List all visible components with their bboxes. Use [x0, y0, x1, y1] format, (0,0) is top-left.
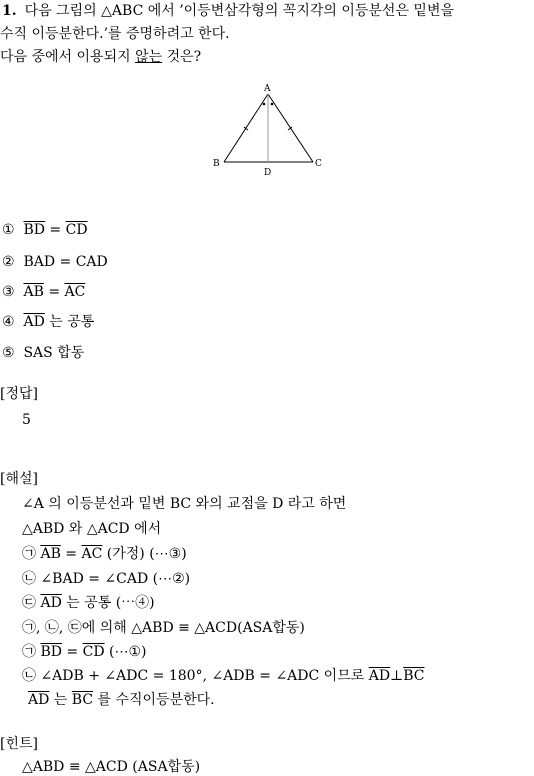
explanation-line-1: ∠A 의 이등분선과 밑변 BC 와의 교점을 D 라고 하면 [22, 496, 347, 512]
question-line-3 [0, 48, 201, 66]
segment-ad: $\overline{AD}$ [28, 692, 50, 708]
perpendicular-symbol: ⊥ [390, 668, 404, 684]
triangle-figure [205, 80, 335, 180]
question-emphasis: 않는 [135, 49, 163, 65]
question-line-1 [2, 2, 454, 20]
explanation-line-4: ㉡ ∠BAD = ∠CAD (⋯②) [22, 571, 191, 587]
answer-value: 5 [22, 412, 31, 428]
answer-heading: [정답] [0, 386, 38, 402]
circle-mark-giyeok: ㉠ [22, 546, 36, 562]
explanation-line-9-mid: 는 [49, 692, 72, 708]
question-number: 1. [2, 3, 17, 19]
explanation-line-9-tail: 를 수직이등분한다. [93, 692, 215, 708]
question-text-3-post: 것은? [162, 49, 202, 65]
option-2-number: ② [2, 254, 15, 270]
segment-bd: $\overline{BD}$ [23, 222, 45, 238]
option-1[interactable] [2, 221, 88, 239]
option-5[interactable] [2, 344, 84, 362]
segment-ab: $\overline{AB}$ [23, 284, 44, 300]
vertex-label-a: A [264, 84, 271, 94]
option-1-equals: = [44, 222, 66, 238]
explanation-line-3-tail: (가정) (⋯③) [102, 546, 187, 562]
explanation-line-8 [22, 667, 424, 685]
vertex-label-b: B [213, 159, 220, 169]
explanation-line-7 [22, 643, 146, 661]
equals: = [61, 644, 83, 660]
question-text-1: 다음 그림의 △ABC 에서 ’이등변삼각형의 꼭지각의 이등분선은 밑변을 [24, 3, 454, 19]
option-1-number: ① [2, 222, 15, 238]
explanation-line-2: △ABD 와 △ACD 에서 [22, 521, 162, 537]
option-4-tail: 는 공통 [44, 314, 95, 330]
vertex-label-c: C [315, 159, 322, 169]
segment-ac: $\overline{AC}$ [64, 284, 86, 300]
circle-mark-giyeok-2: ㉠ [22, 644, 36, 660]
explanation-line-9 [28, 691, 215, 709]
segment-bd: $\overline{BD}$ [40, 644, 62, 660]
option-4[interactable] [2, 313, 94, 331]
option-3-equals: = [43, 284, 65, 300]
option-5-text: SAS 합동 [23, 345, 85, 361]
question-text-3-pre: 다음 중에서 이용되지 [0, 49, 136, 65]
hint-text: △ABD ≡ △ACD (ASA합동) [22, 759, 201, 775]
equals: = [60, 546, 82, 562]
angle-mark-left [263, 103, 266, 106]
explanation-heading: [해설] [0, 471, 38, 487]
circle-mark-digeut: ㉢ [22, 595, 36, 611]
option-2-text: BAD = CAD [23, 254, 108, 270]
option-2[interactable] [2, 253, 108, 271]
segment-cd: $\overline{CD}$ [82, 644, 105, 660]
segment-ad: $\overline{AD}$ [40, 595, 62, 611]
hint-heading: [힌트] [0, 736, 38, 752]
segment-ad: $\overline{AD}$ [23, 314, 45, 330]
explanation-line-6: ㉠, ㉡, ㉢에 의해 △ABD ≡ △ACD(ASA합동) [22, 620, 305, 636]
explanation-line-8-pre: ㉡ ∠ADB + ∠ADC = 180°, ∠ADB = ∠ADC 이므로 [22, 668, 369, 684]
segment-ad: $\overline{AD}$ [368, 668, 391, 684]
question-line-2: 수직 이등분한다.’를 증명하려고 한다. [0, 26, 230, 42]
explanation-line-7-tail: (⋯①) [104, 644, 147, 660]
option-4-number: ④ [2, 314, 15, 330]
segment-ac: $\overline{AC}$ [81, 546, 103, 562]
option-5-number: ⑤ [2, 345, 15, 361]
option-3[interactable] [2, 283, 85, 301]
explanation-line-5-tail: 는 공통 (⋯④) [61, 595, 155, 611]
segment-cd: $\overline{CD}$ [65, 222, 88, 238]
segment-bc: $\overline{BC}$ [71, 692, 94, 708]
explanation-line-3 [22, 545, 187, 563]
option-3-number: ③ [2, 284, 15, 300]
vertex-label-d: D [264, 168, 272, 178]
segment-ab: $\overline{AB}$ [40, 546, 61, 562]
explanation-line-5 [22, 594, 155, 612]
segment-bc: $\overline{BC}$ [403, 668, 425, 684]
angle-mark-right [271, 103, 274, 106]
